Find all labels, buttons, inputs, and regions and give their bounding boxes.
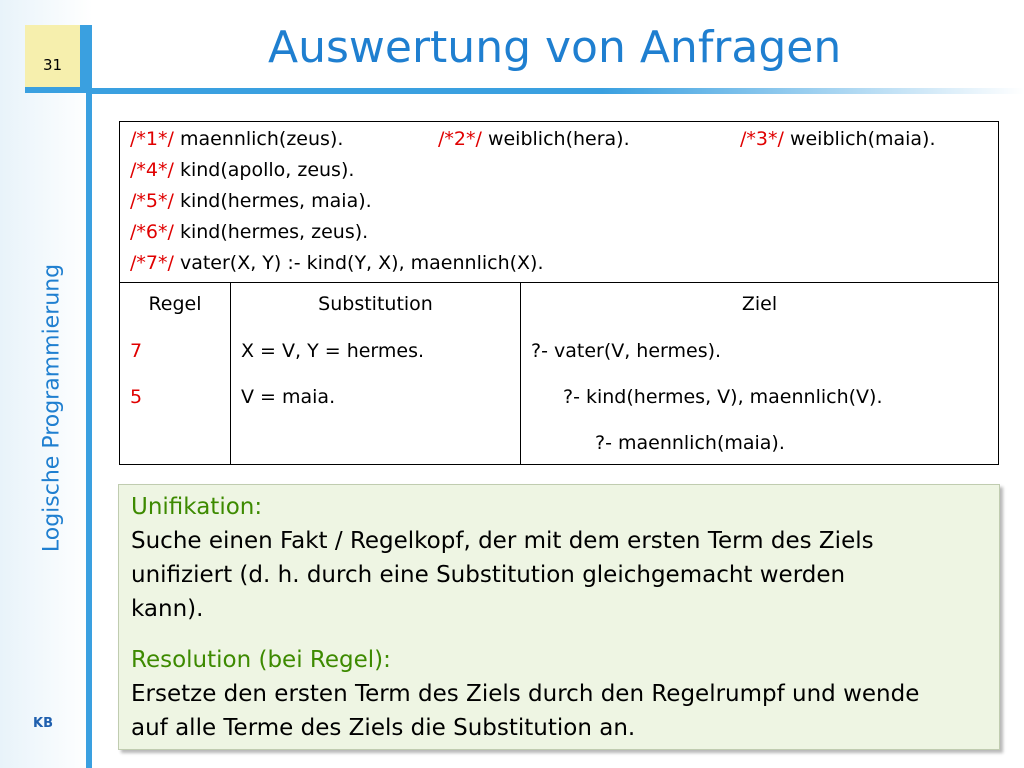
side-title: Logische Programmierung bbox=[39, 263, 65, 553]
goal-cell: ?- maennlich(maia). bbox=[595, 432, 785, 454]
horizontal-accent-line bbox=[86, 88, 1024, 94]
rule-cell: 7 bbox=[130, 340, 143, 362]
vertical-accent-line bbox=[86, 25, 92, 768]
unification-text-line: unifiziert (d. h. durch eine Substitution gleichgemacht werden bbox=[131, 562, 846, 588]
resolution-text-line: auf alle Terme des Ziels die Substitution an. bbox=[131, 715, 636, 741]
fact-7: /*7*/ vater(X, Y) :- kind(Y, X), maennlich(X). bbox=[130, 252, 544, 274]
fact-5: /*5*/ kind(hermes, maia). bbox=[130, 190, 372, 212]
resolution-heading: Resolution (bei Regel): bbox=[131, 647, 391, 673]
unification-text-line: kann). bbox=[131, 596, 204, 622]
explanation-box bbox=[118, 484, 1000, 750]
unification-heading: Unifikation: bbox=[131, 494, 263, 520]
facts-box bbox=[119, 121, 999, 283]
page-number: 31 bbox=[25, 25, 86, 93]
substitution-cell: X = V, Y = hermes. bbox=[241, 340, 425, 362]
goal-column bbox=[521, 283, 998, 464]
fact-2: /*2*/ weiblich(hera). bbox=[438, 128, 630, 150]
fact-3: /*3*/ weiblich(maia). bbox=[740, 128, 936, 150]
rule-cell: 5 bbox=[130, 386, 143, 408]
fact-1: /*1*/ maennlich(zeus). bbox=[130, 128, 344, 150]
goal-cell: ?- vater(V, hermes). bbox=[531, 340, 722, 362]
header-ziel: Ziel bbox=[741, 293, 778, 315]
substitution-cell: V = maia. bbox=[241, 386, 336, 408]
header-regel: Regel bbox=[148, 293, 202, 315]
slide-title: Auswertung von Anfragen bbox=[268, 22, 842, 73]
substitution-column bbox=[231, 283, 521, 464]
header-substitution: Substitution bbox=[318, 293, 433, 315]
fact-4: /*4*/ kind(apollo, zeus). bbox=[130, 159, 355, 181]
resolution-table bbox=[119, 282, 999, 465]
goal-cell: ?- kind(hermes, V), maennlich(V). bbox=[563, 386, 883, 408]
unification-text-line: Suche einen Fakt / Regelkopf, der mit dem ersten Term des Ziels bbox=[131, 528, 874, 554]
footer-label: KB bbox=[33, 716, 53, 731]
resolution-text-line: Ersetze den ersten Term des Ziels durch den Regelrumpf und wende bbox=[131, 681, 920, 707]
fact-6: /*6*/ kind(hermes, zeus). bbox=[130, 221, 369, 243]
rule-column bbox=[120, 283, 231, 464]
